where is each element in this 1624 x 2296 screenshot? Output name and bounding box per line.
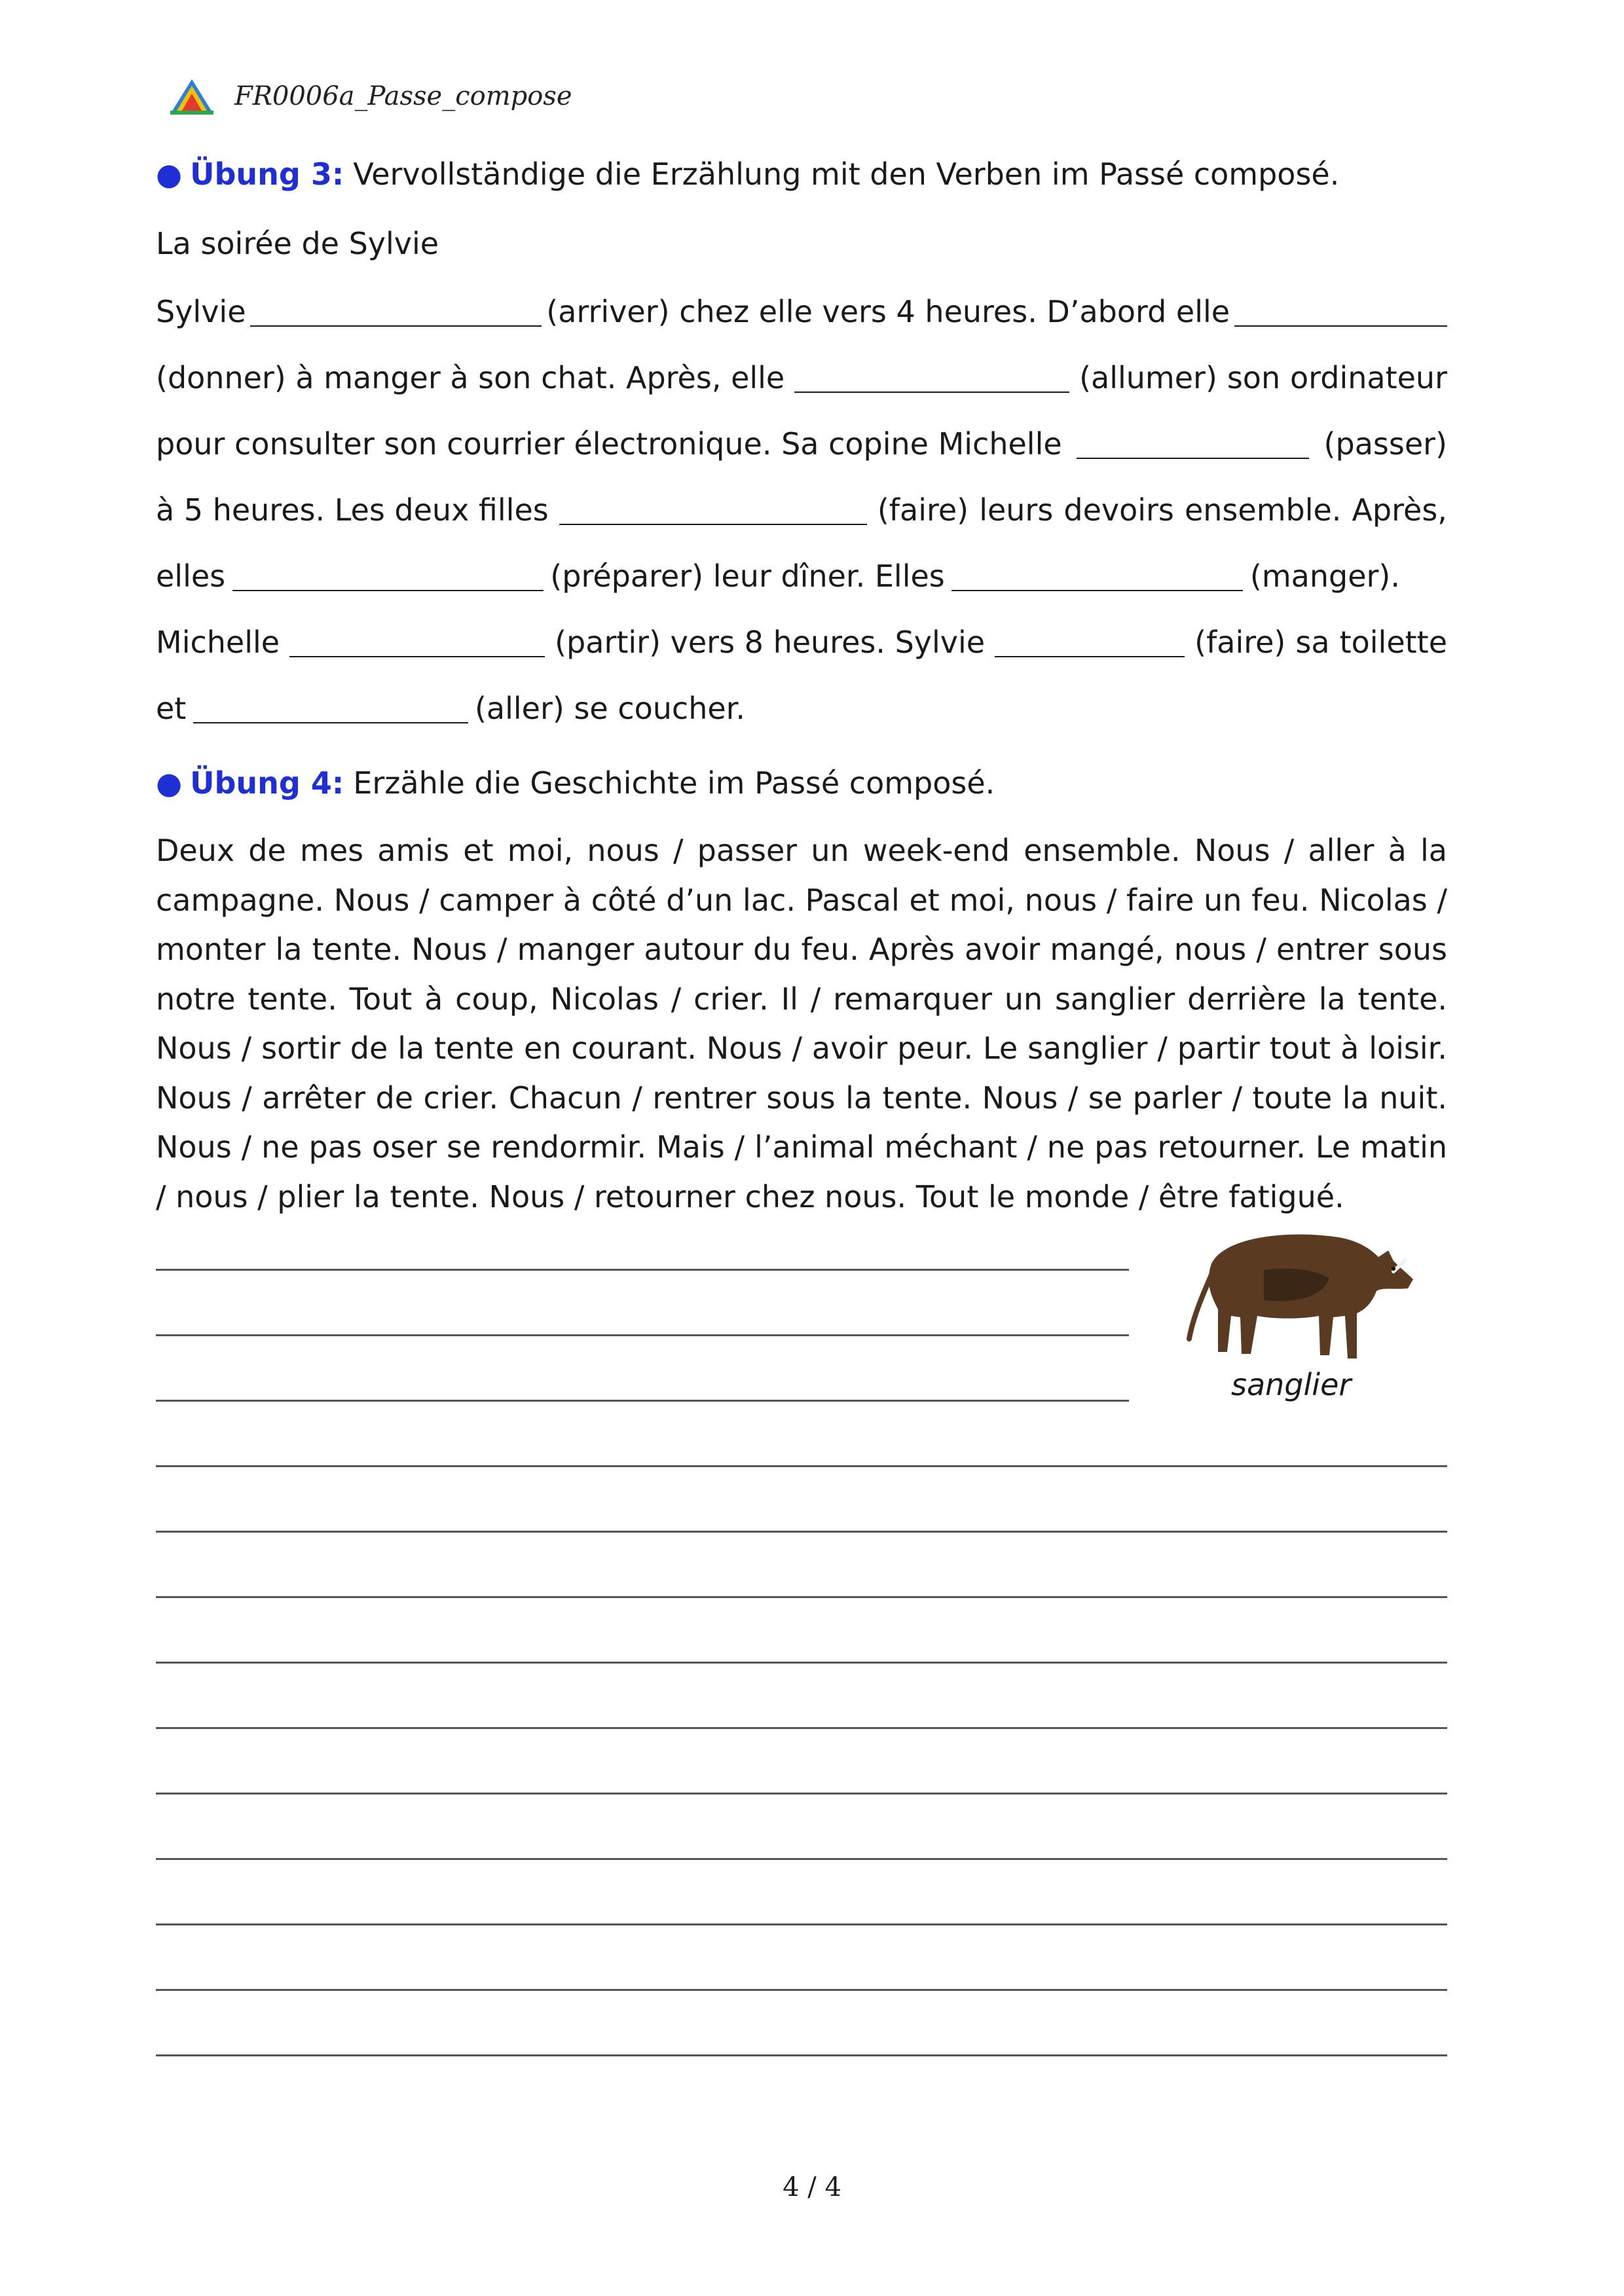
exercise-3-heading [156,155,1339,194]
bullet-icon: ● [156,156,183,192]
text-segment: (arriver) chez elle vers 4 heures. D’abord elle [546,294,1230,329]
answer-blank-5[interactable] [559,495,867,525]
writing-line[interactable] [156,1989,1447,1991]
text-segment: (préparer) leur dîner. Elles [550,558,945,594]
writing-line[interactable] [156,1727,1447,1729]
page-header [169,73,572,119]
fill-line-4 [156,484,1447,536]
answer-blank-4[interactable] [1077,429,1309,459]
text-segment: (allumer) [1079,360,1217,395]
bullet-icon: ● [156,765,183,801]
text-segment: toilette [1339,625,1447,660]
writing-line[interactable] [156,1793,1447,1795]
exercise-3-label: Übung 3: [190,156,344,192]
text-segment: ordinateur [1290,360,1447,395]
fill-line-1 [156,285,1447,338]
page-number: 4 / 4 [783,2172,841,2202]
exercise-4-heading [156,763,995,803]
writing-line[interactable] [156,1269,1129,1271]
text-segment: Michelle [156,625,280,660]
fill-line-3 [156,418,1447,470]
writing-line[interactable] [156,1334,1129,1336]
fill-line-2 [156,352,1447,404]
writing-line[interactable] [156,1531,1447,1533]
text-segment: (passer) [1323,426,1447,462]
text-segment: elles [156,558,226,594]
text-segment: (aller) se coucher. [474,691,745,726]
text-segment: ensemble. [1184,492,1342,528]
fill-line-7 [156,682,745,735]
writing-line[interactable] [156,2054,1447,2056]
text-segment: (faire) [877,492,969,528]
logo-icon [169,77,215,116]
exercise-4-instruction: Erzähle die Geschichte im Passé composé. [353,765,995,801]
text-segment: pour consulter son courrier électronique. Sa copine Michelle [156,426,1062,462]
fill-line-6 [156,616,1447,668]
story-title: La soirée de Sylvie [156,226,439,261]
text-segment: et [156,691,187,726]
text-segment: (donner) à manger à son chat. Après, elle [156,360,785,395]
writing-line[interactable] [156,1858,1447,1860]
text-segment: Après, [1352,492,1447,528]
answer-blank-7[interactable] [951,561,1243,591]
text-segment: (partir) vers 8 heures. Sylvie [555,625,986,660]
text-segment: devoirs [1063,492,1174,528]
text-segment: Sylvie [156,294,246,329]
writing-line[interactable] [156,1923,1447,1925]
text-segment: (faire) [1194,625,1286,660]
exercise-4-label: Übung 4: [190,765,344,801]
text-segment: son [1227,360,1281,395]
answer-blank-2[interactable] [1234,297,1447,327]
image-caption: sanglier [1231,1367,1352,1402]
answer-blank-8[interactable] [289,627,545,657]
exercise-3-instruction: Vervollständige die Erzählung mit den Verben im Passé composé. [353,156,1340,192]
text-segment: à 5 heures. Les deux filles [156,492,549,528]
text-segment: (manger). [1249,558,1400,594]
answer-blank-3[interactable] [794,363,1069,393]
answer-blank-6[interactable] [232,561,544,591]
writing-line[interactable] [156,1465,1447,1467]
fill-line-5 [156,550,1400,602]
writing-line[interactable] [156,1662,1447,1664]
text-segment: leurs [979,492,1054,528]
writing-line[interactable] [156,1400,1129,1402]
writing-line[interactable] [156,1596,1447,1598]
answer-blank-10[interactable] [193,693,468,723]
answer-blank-9[interactable] [995,627,1185,657]
document-id: FR0006a_Passe_compose [234,81,572,111]
boar-icon [1185,1218,1414,1375]
text-segment: sa [1295,625,1330,660]
story-paragraph: Deux de mes amis et moi, nous / passer un week-end ensemble. Nous / aller à la campagne. Nous / camper à côté d’un lac. Pascal et moi, nous / faire un feu. Nicolas / monter la tente. Nous / manger autour du feu. Après avoir mangé, nous / entrer sous notre tente. Tout à coup, Nicolas / crier. Il / remarquer un sanglier derrière la tente. Nous / sortir de la tente en courant. Nous / avoir peur. Le sanglier / partir tout à loisir. Nous / arrêter de crier. Chacun / rentrer sous la tente. Nous / se parler / toute la nuit. Nous / ne pas oser se rendormir. Mais / l’animal méchant / ne pas retourner. Le matin / nous / plier la tente. Nous / retourner chez nous. Tout le monde / être fatigué. [156,833,1447,1214]
answer-blank-1[interactable] [250,297,542,327]
